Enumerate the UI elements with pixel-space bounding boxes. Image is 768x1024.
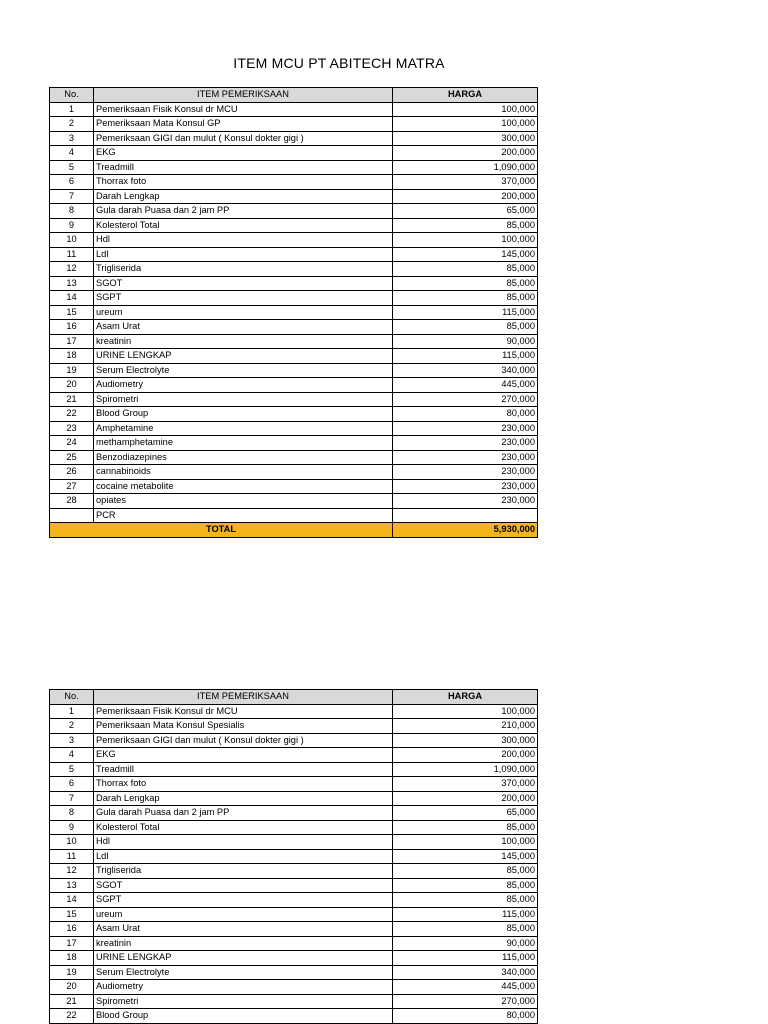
row-item: Trigliserida [94,262,393,277]
row-number: 13 [50,276,94,291]
row-number: 10 [50,233,94,248]
row-item: Ldl [94,849,393,864]
row-number: 3 [50,733,94,748]
row-item: Kolesterol Total [94,820,393,835]
row-price: 230,000 [393,436,538,451]
row-number: 21 [50,392,94,407]
row-price: 200,000 [393,189,538,204]
table-row [50,494,538,509]
row-number: 10 [50,835,94,850]
table-row [50,189,538,204]
row-price: 230,000 [393,450,538,465]
row-number: 1 [50,704,94,719]
row-price: 370,000 [393,777,538,792]
row-number: 2 [50,117,94,132]
row-price: 100,000 [393,835,538,850]
row-item: Pemeriksaan Mata Konsul Spesialis [94,719,393,734]
row-number: 5 [50,160,94,175]
row-number: 1 [50,102,94,117]
row-price: 85,000 [393,276,538,291]
row-number: 23 [50,421,94,436]
row-item: Gula darah Puasa dan 2 jam PP [94,806,393,821]
row-price: 85,000 [393,922,538,937]
row-price: 270,000 [393,994,538,1009]
row-item: cocaine metabolite [94,479,393,494]
row-price: 85,000 [393,864,538,879]
table-row [50,436,538,451]
table-row [50,450,538,465]
row-number: 12 [50,262,94,277]
row-number: 2 [50,719,94,734]
row-number: 20 [50,378,94,393]
table-row [50,102,538,117]
row-price: 80,000 [393,1009,538,1024]
table-row [50,762,538,777]
row-item: Spirometri [94,994,393,1009]
row-price: 200,000 [393,791,538,806]
row-price [393,508,538,523]
table-row [50,893,538,908]
row-number: 25 [50,450,94,465]
row-number: 19 [50,363,94,378]
column-header-item: ITEM PEMERIKSAAN [94,88,393,103]
row-item: Darah Lengkap [94,791,393,806]
row-price: 90,000 [393,334,538,349]
table-row [50,305,538,320]
table-row [50,363,538,378]
row-number: 11 [50,849,94,864]
row-item: URINE LENGKAP [94,951,393,966]
row-item: Blood Group [94,407,393,422]
row-item: Treadmill [94,762,393,777]
row-item: SGOT [94,878,393,893]
table-row [50,936,538,951]
table-row [50,276,538,291]
row-price: 115,000 [393,951,538,966]
row-price: 90,000 [393,936,538,951]
row-number: 7 [50,189,94,204]
row-item: Pemeriksaan GIGI dan mulut ( Konsul dokter gigi ) [94,733,393,748]
row-price: 210,000 [393,719,538,734]
table-row [50,160,538,175]
column-header-no: No. [50,690,94,705]
price-table-1 [49,87,538,538]
table-row [50,907,538,922]
row-item: EKG [94,146,393,161]
row-price: 115,000 [393,907,538,922]
row-item: Spirometri [94,392,393,407]
row-number: 4 [50,748,94,763]
row-number [50,508,94,523]
row-number: 18 [50,349,94,364]
total-label: TOTAL [50,523,393,538]
row-number: 8 [50,204,94,219]
row-item: PCR [94,508,393,523]
table-row [50,777,538,792]
table-row [50,922,538,937]
table-row [50,806,538,821]
row-price: 115,000 [393,305,538,320]
row-number: 27 [50,479,94,494]
table-row [50,864,538,879]
row-number: 17 [50,334,94,349]
row-item: Asam Urat [94,320,393,335]
table-row [50,748,538,763]
row-number: 22 [50,1009,94,1024]
row-item: opiates [94,494,393,509]
row-item: cannabinoids [94,465,393,480]
row-item: Serum Electrolyte [94,965,393,980]
table-row [50,247,538,262]
row-number: 12 [50,864,94,879]
row-number: 3 [50,131,94,146]
table-row [50,233,538,248]
row-number: 8 [50,806,94,821]
table-row [50,465,538,480]
row-item: Audiometry [94,378,393,393]
row-number: 16 [50,320,94,335]
row-price: 85,000 [393,878,538,893]
table-row [50,291,538,306]
row-price: 230,000 [393,465,538,480]
table-header-row [50,690,538,705]
table-row [50,204,538,219]
table-row [50,407,538,422]
row-number: 20 [50,980,94,995]
document-title: ITEM MCU PT ABITECH MATRA [233,55,445,71]
row-price: 115,000 [393,349,538,364]
table-row [50,733,538,748]
table-row [50,334,538,349]
row-item: kreatinin [94,334,393,349]
price-table-2 [49,689,538,1024]
column-header-item: ITEM PEMERIKSAAN [94,690,393,705]
row-number: 26 [50,465,94,480]
total-row [50,523,538,538]
row-item: SGOT [94,276,393,291]
table-row [50,262,538,277]
row-price: 100,000 [393,704,538,719]
table-row [50,175,538,190]
row-number: 4 [50,146,94,161]
table-row [50,791,538,806]
row-price: 1,090,000 [393,160,538,175]
row-number: 11 [50,247,94,262]
table-row [50,980,538,995]
row-item: ureum [94,305,393,320]
row-item: Audiometry [94,980,393,995]
row-number: 14 [50,893,94,908]
row-item: Serum Electrolyte [94,363,393,378]
row-item: Pemeriksaan Mata Konsul GP [94,117,393,132]
row-price: 80,000 [393,407,538,422]
row-price: 200,000 [393,146,538,161]
row-price: 85,000 [393,262,538,277]
row-item: Benzodiazepines [94,450,393,465]
row-price: 340,000 [393,965,538,980]
row-price: 100,000 [393,233,538,248]
table-row [50,951,538,966]
row-item: Pemeriksaan GIGI dan mulut ( Konsul dokter gigi ) [94,131,393,146]
row-number: 19 [50,965,94,980]
row-item: SGPT [94,291,393,306]
row-number: 21 [50,994,94,1009]
row-item: Ldl [94,247,393,262]
table-row [50,965,538,980]
table-header-row [50,88,538,103]
total-value: 5,930,000 [393,523,538,538]
row-price: 65,000 [393,204,538,219]
row-item: Asam Urat [94,922,393,937]
row-price: 85,000 [393,218,538,233]
row-item: Hdl [94,835,393,850]
row-price: 445,000 [393,980,538,995]
table-row [50,349,538,364]
row-price: 85,000 [393,320,538,335]
row-item: Amphetamine [94,421,393,436]
row-item: Trigliserida [94,864,393,879]
column-header-harga: HARGA [393,88,538,103]
row-item: Pemeriksaan Fisik Konsul dr MCU [94,704,393,719]
row-item: Blood Group [94,1009,393,1024]
row-number: 16 [50,922,94,937]
row-item: Thorrax foto [94,777,393,792]
row-item: Kolesterol Total [94,218,393,233]
row-number: 22 [50,407,94,422]
column-header-harga: HARGA [393,690,538,705]
row-price: 270,000 [393,392,538,407]
table-row [50,131,538,146]
row-number: 15 [50,305,94,320]
row-price: 145,000 [393,849,538,864]
row-number: 14 [50,291,94,306]
row-number: 15 [50,907,94,922]
row-item: ureum [94,907,393,922]
row-number: 24 [50,436,94,451]
row-item: Pemeriksaan Fisik Konsul dr MCU [94,102,393,117]
table-row [50,392,538,407]
row-price: 340,000 [393,363,538,378]
row-item: URINE LENGKAP [94,349,393,364]
table-row [50,320,538,335]
row-price: 85,000 [393,291,538,306]
row-number: 6 [50,175,94,190]
row-item: Hdl [94,233,393,248]
row-item: EKG [94,748,393,763]
table-row [50,878,538,893]
table-row [50,117,538,132]
row-item: kreatinin [94,936,393,951]
row-item: Darah Lengkap [94,189,393,204]
row-item: SGPT [94,893,393,908]
table-row [50,421,538,436]
table-row [50,508,538,523]
row-price: 230,000 [393,494,538,509]
table-row [50,835,538,850]
row-item: Treadmill [94,160,393,175]
row-number: 6 [50,777,94,792]
row-item: methamphetamine [94,436,393,451]
row-price: 145,000 [393,247,538,262]
table-row [50,719,538,734]
row-number: 13 [50,878,94,893]
row-number: 9 [50,218,94,233]
row-price: 445,000 [393,378,538,393]
table-row [50,378,538,393]
row-item: Thorrax foto [94,175,393,190]
row-number: 9 [50,820,94,835]
table-row [50,849,538,864]
row-price: 200,000 [393,748,538,763]
table-row [50,146,538,161]
table-row [50,1009,538,1024]
table-row [50,704,538,719]
row-price: 370,000 [393,175,538,190]
table-row [50,218,538,233]
row-price: 100,000 [393,117,538,132]
row-price: 65,000 [393,806,538,821]
row-price: 230,000 [393,479,538,494]
table-row [50,994,538,1009]
row-price: 300,000 [393,733,538,748]
row-number: 5 [50,762,94,777]
row-price: 85,000 [393,820,538,835]
row-price: 230,000 [393,421,538,436]
row-number: 17 [50,936,94,951]
table-body [50,102,538,523]
column-header-no: No. [50,88,94,103]
row-price: 100,000 [393,102,538,117]
row-price: 300,000 [393,131,538,146]
row-price: 85,000 [393,893,538,908]
row-number: 28 [50,494,94,509]
row-item: Gula darah Puasa dan 2 jam PP [94,204,393,219]
row-price: 1,090,000 [393,762,538,777]
table-body [50,704,538,1023]
row-number: 18 [50,951,94,966]
table-row [50,820,538,835]
row-number: 7 [50,791,94,806]
table-row [50,479,538,494]
